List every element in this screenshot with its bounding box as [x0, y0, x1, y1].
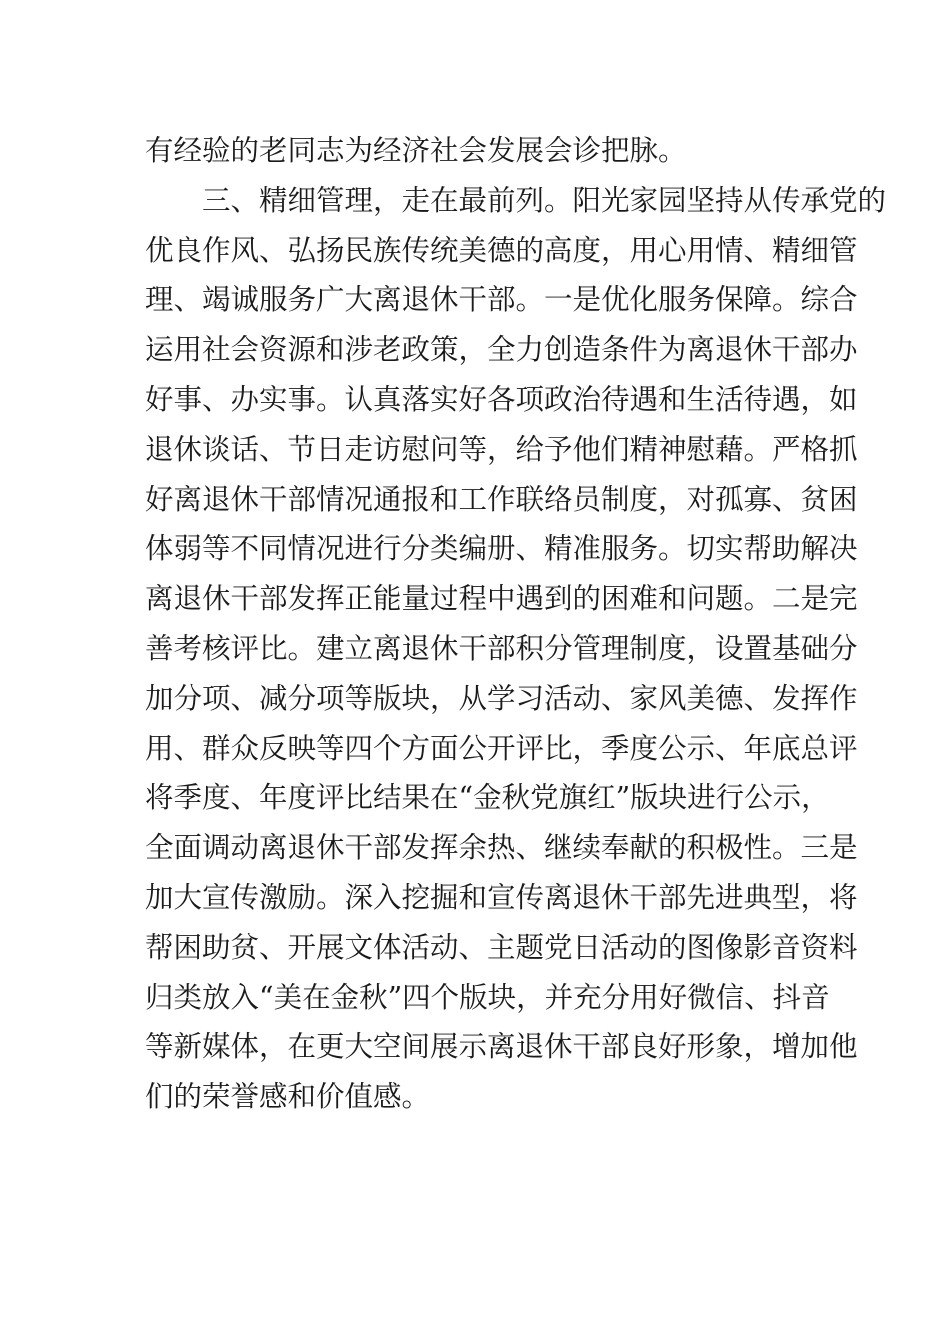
text-line: 好离退休干部情况通报和工作联络员制度，对孤寡、贫困 — [145, 482, 858, 516]
text-line: 全面调动离退休干部发挥余热、继续奉献的积极性。三是 — [145, 831, 858, 865]
text-line: 有经验的老同志为经济社会发展会诊把脉。 — [145, 134, 687, 167]
text-line: 等新媒体，在更大空间展示离退休干部良好形象，增加他 — [145, 1030, 858, 1064]
text-line: 加分项、减分项等版块，从学习活动、家风美德、发挥作 — [145, 681, 858, 715]
body-text — [145, 126, 887, 1122]
text-line: 将季度、年度评比结果在“金秋党旗红”版块进行公示， — [145, 781, 830, 815]
text-line: 帮困助贫、开展文体活动、主题党日活动的图像影音资料 — [145, 930, 858, 964]
text-line: 离退休干部发挥正能量过程中遇到的困难和问题。二是完 — [145, 582, 858, 616]
text-line: 好事、办实事。认真落实好各项政治待遇和生活待遇，如 — [145, 382, 858, 416]
text-line: 退休谈话、节日走访慰问等，给予他们精神慰藉。严格抓 — [145, 432, 858, 466]
text-line: 善考核评比。建立离退休干部积分管理制度，设置基础分 — [145, 631, 858, 665]
text-line: 用、群众反映等四个方面公开评比，季度公示、年底总评 — [145, 731, 858, 765]
text-line: 体弱等不同情况进行分类编册、精准服务。切实帮助解决 — [145, 532, 858, 566]
text-line: 加大宣传激励。深入挖掘和宣传离退休干部先进典型，将 — [145, 880, 858, 914]
text-line: 们的荣誉感和价值感。 — [145, 1080, 431, 1114]
paragraph-start-line: 三、精细管理，走在最前列。阳光家园坚持从传承党的 — [202, 183, 887, 217]
text-line: 优良作风、弘扬民族传统美德的高度，用心用情、精细管 — [145, 233, 858, 267]
text-line: 运用社会资源和涉老政策，全力创造条件为离退休干部办 — [145, 333, 858, 367]
text-line: 归类放入“美在金秋”四个版块，并充分用好微信、抖音 — [145, 980, 830, 1014]
text-line: 理、竭诚服务广大离退休干部。一是优化服务保障。综合 — [145, 283, 858, 317]
